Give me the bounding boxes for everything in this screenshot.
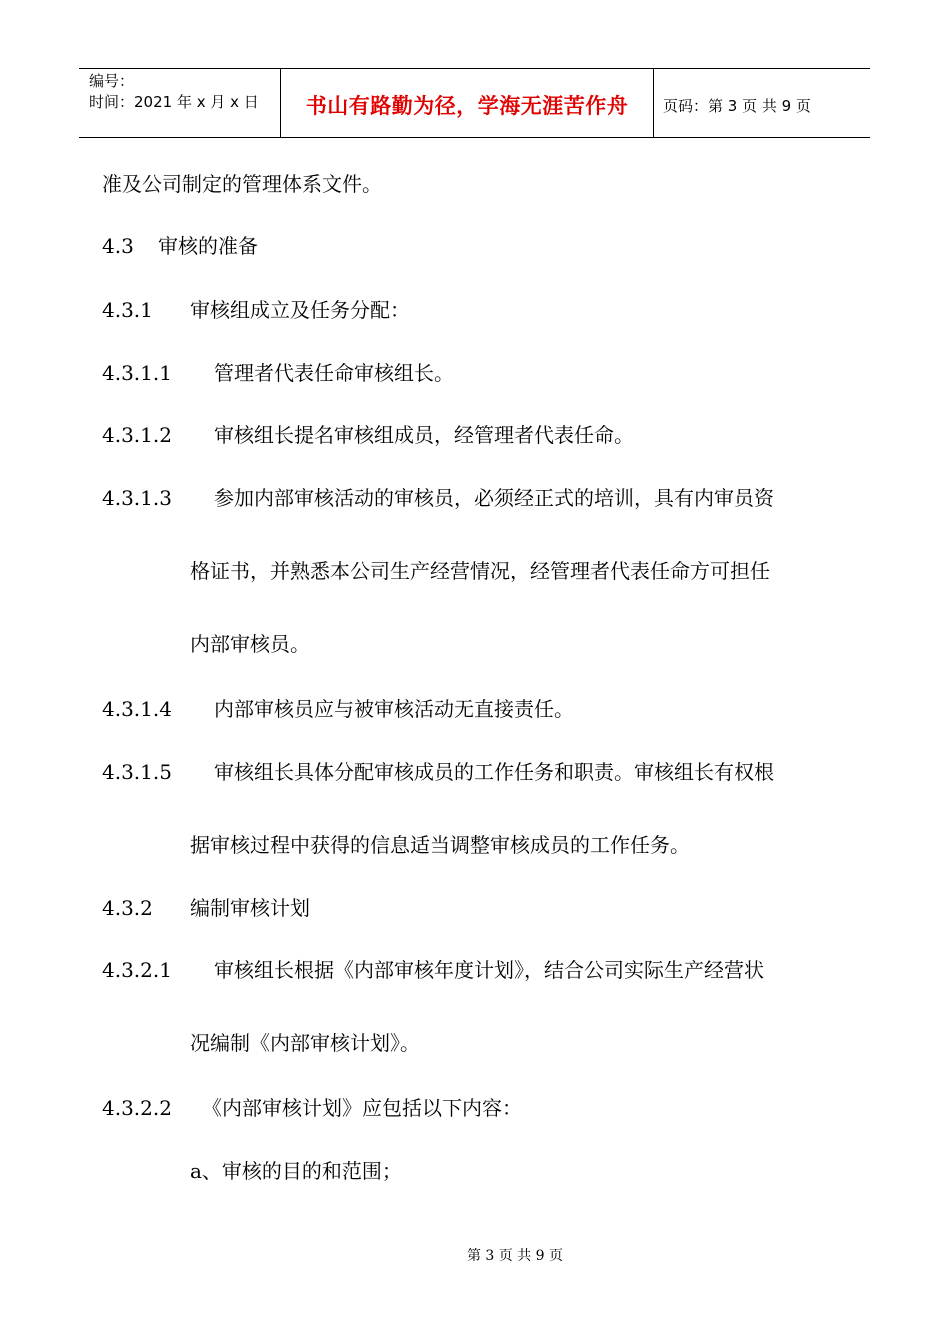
clause-text: 《内部审核计划》应包括以下内容： bbox=[202, 1096, 522, 1120]
page-footer: 第 3 页 共 9 页 bbox=[466, 1248, 564, 1264]
clause-number: 4.3.1.5 bbox=[102, 760, 172, 784]
clause-number: 4.3.1.1 bbox=[102, 361, 172, 385]
header-date: 时间：2021 年 x 月 x 日 bbox=[89, 93, 259, 111]
header-page-info: 页码：第 3 页 共 9 页 bbox=[663, 96, 811, 115]
section-number: 4.3.2 bbox=[102, 896, 153, 920]
header-number-label: 编号： bbox=[89, 72, 135, 90]
section-number: 4.3 bbox=[102, 234, 134, 258]
paragraph-continuation: 准及公司制定的管理体系文件。 bbox=[102, 172, 382, 196]
clause-continuation: 据审核过程中获得的信息适当调整审核成员的工作任务。 bbox=[190, 833, 690, 857]
clause-continuation: 况编制《内部审核计划》。 bbox=[190, 1031, 420, 1055]
clause-text: 参加内部审核活动的审核员，必须经正式的培训，具有内审员资 bbox=[214, 486, 774, 510]
clause-continuation: 格证书，并熟悉本公司生产经营情况，经管理者代表任命方可担任 bbox=[190, 559, 770, 583]
document-header bbox=[79, 68, 870, 138]
list-item-a: a、审核的目的和范围； bbox=[190, 1159, 402, 1183]
clause-text: 管理者代表任命审核组长。 bbox=[214, 361, 454, 385]
clause-text: 审核组长根据《内部审核年度计划》，结合公司实际生产经营状 bbox=[214, 958, 764, 982]
clause-continuation: 内部审核员。 bbox=[190, 632, 310, 656]
section-heading: 审核组成立及任务分配： bbox=[190, 298, 410, 322]
clause-number: 4.3.1.2 bbox=[102, 423, 172, 447]
clause-text: 内部审核员应与被审核活动无直接责任。 bbox=[214, 697, 574, 721]
section-number: 4.3.1 bbox=[102, 298, 153, 322]
header-meta-cell bbox=[79, 69, 281, 137]
clause-text: 审核组长提名审核组成员，经管理者代表任命。 bbox=[214, 423, 634, 447]
clause-number: 4.3.2.2 bbox=[102, 1096, 172, 1120]
clause-number: 4.3.1.4 bbox=[102, 697, 172, 721]
section-heading: 编制审核计划 bbox=[190, 896, 310, 920]
clause-text: 审核组长具体分配审核成员的工作任务和职责。审核组长有权根 bbox=[214, 760, 774, 784]
clause-number: 4.3.2.1 bbox=[102, 958, 172, 982]
header-motto: 书山有路勤为径，学海无涯苦作舟 bbox=[281, 69, 654, 137]
clause-number: 4.3.1.3 bbox=[102, 486, 172, 510]
section-heading: 审核的准备 bbox=[158, 234, 258, 258]
